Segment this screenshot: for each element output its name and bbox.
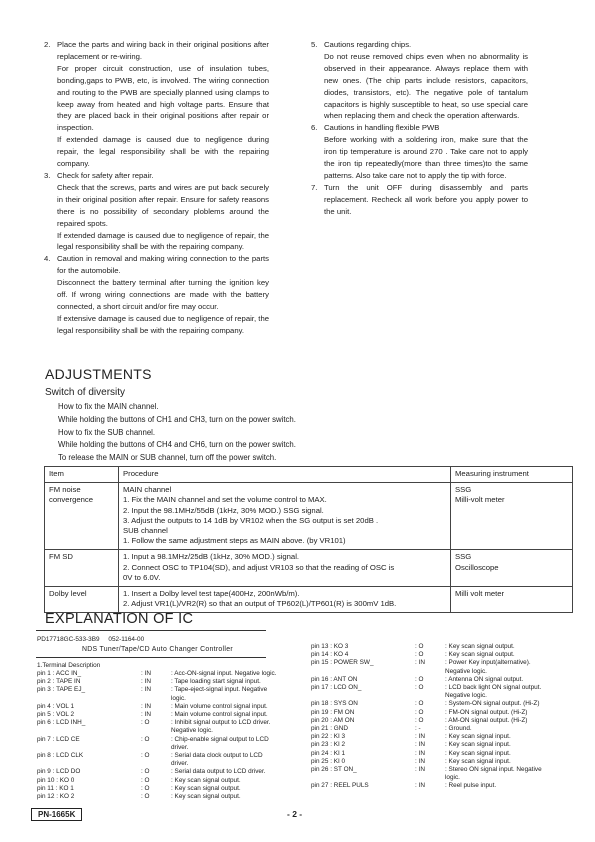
left-column [44,39,269,337]
pin-name: pin 7 : LCD CE [37,735,80,743]
left-pin-list [37,670,277,801]
item-paragraph: Before working with a soldering iron, make sure that the iron tip temperature is around 270 . Take care not to apply the iron tip repeatedly(more than three times)to the same patterns. Also take care not to apply the tip with force. [324,135,528,180]
cell-item [45,550,119,587]
adjustment-table [44,466,573,613]
pin-row [311,733,551,741]
cell-item [45,483,119,550]
pin-io: : IN [141,670,151,677]
pin-name: pin 4 : VOL 1 [37,702,75,710]
table-row [45,550,573,587]
left-items [44,39,269,337]
pin-name: pin 17 : LCD ON_ [311,684,362,692]
pin-io: : IN [141,711,151,719]
cell-line: SSG [455,552,472,562]
item-paragraph: Cautions regarding chips. [324,40,412,49]
cell-procedure [119,483,451,550]
pin-name: pin 12 : KO 2 [37,793,75,801]
pin-name: pin 8 : LCD CLK [37,752,84,760]
pin-row [311,700,551,708]
list-item [311,39,528,122]
pin-row [311,659,551,675]
pin-row [311,684,551,700]
pin-row [37,678,277,686]
item-text [324,182,528,218]
pin-name: pin 23 : KI 2 [311,741,346,749]
cell-line: MAIN channel [123,485,172,495]
pin-io: : O [141,752,150,760]
adjustments-subtitle: Switch of diversity [45,387,126,398]
adjustment-step: While holding the buttons of CH4 and CH6, turn on the power switch. [58,440,296,450]
table-row [45,587,573,613]
pin-description: : Tape-eject-signal input. Negative logic. [171,686,268,702]
pin-name: pin 14 : KO 4 [311,651,349,659]
pin-description: : LCD back light ON signal output. Negative logic. [445,684,542,700]
pin-description: : Main volume control signal input. [171,702,268,710]
pin-description: : FM-ON signal output. (Hi-Z) [445,708,528,716]
cell-line: FM noise [49,485,81,495]
pin-row [37,793,277,801]
page-number: - 2 - [287,809,303,819]
item-paragraph: Check that the screws, parts and wires are put back securely in their original position after repair. Ensure for safety reasons there is no possibility of secondary ploblems around the repaired spots. [57,182,269,228]
pin-description: : System-ON signal output. (Hi-Z) [445,700,540,708]
pin-name: pin 16 : ANT ON [311,675,358,683]
cell-line: SUB channel [123,526,168,536]
pin-row [37,777,277,785]
pin-description: : Key scan signal input. [445,749,511,757]
pin-name: pin 26 : ST ON_ [311,766,357,774]
cell-line: 1. Fix the MAIN channel and set the volume control to MAX. [123,495,327,505]
item-number: 2. [44,40,51,49]
pin-row [311,750,551,758]
cell-measuring [451,483,573,550]
right-items [311,39,528,218]
pin-description: : Antenna ON signal output. [445,675,524,683]
pin-row [37,736,277,752]
table-header-row [45,467,573,483]
adjustment-steps [58,401,296,465]
item-text [57,170,269,253]
pin-io: : O [141,719,150,727]
pin-io: : IN [415,741,425,749]
pin-description: : Key scan signal input. [445,741,511,749]
pin-description: : Key scan signal input. [445,733,511,741]
pin-io: : O [415,675,424,683]
pin-description: : Reel pulse input. [445,782,497,790]
right-column [311,39,528,218]
pin-name: pin 21 : GND [311,725,348,733]
pin-description: : Ground. [445,725,472,733]
cell-measuring [451,550,573,587]
pin-name: pin 1 : ACC IN_ [37,670,82,677]
pin-description: : Key scan signal input. [445,757,511,765]
pin-description: : AM-ON signal output. (Hi-Z) [445,716,528,724]
header-item: Item [45,467,119,483]
pin-name: pin 22 : KI 3 [311,733,346,741]
pin-io: : IN [415,659,425,667]
terminal-description-title: 1.Terminal Description [37,662,101,669]
adjustment-step: How to fix the SUB channel. [58,427,156,437]
ic-title: EXPLANATION OF IC [45,611,194,627]
pin-row [37,686,277,702]
cell-line: 2. Connect OSC to TP104(SD), and adjust VR103 so that the reading of OSC is [123,562,395,572]
pin-io: : O [415,643,424,650]
pin-row [311,782,551,790]
pin-io: : IN [141,686,151,694]
pin-description: : Key scan signal output. [171,793,241,801]
pin-description: : Serial data output to LCD driver. [171,768,266,776]
ic-controller-name: NDS Tuner/Tape/CD Auto Changer Controller [82,646,233,653]
list-item [311,182,528,218]
cell-line: 2. Adjust VR1(L)/VR2(R) so that an output of TP602(L)/TP601(R) is 300mV 1dB. [123,599,397,609]
pin-name: pin 11 : KO 1 [37,784,74,792]
item-paragraph: Cautions in handling flexible PWB [324,123,440,133]
pin-description: : Stereo ON signal input. Negative logic. [445,766,542,782]
pin-name: pin 5 : VOL 2 [37,711,75,719]
pin-description: : Serial data clock output to LCD driver. [171,752,263,768]
pin-description: : Tape loading start signal input. [171,678,261,686]
item-paragraph: Do not reuse removed chips even when no abnormality is observed in their appearance. Always replace them with new ones. (The chip parts include resistors, capacitors, diodes, transistors, etc). The negative pole of tantalum capacitors is highly susceptible to heat, so use special care when replacing them and check the operation afterwards. [324,51,528,121]
pin-io: : O [141,776,150,784]
cell-item [45,587,119,613]
item-text [57,39,269,170]
pin-description: : Key scan signal output. [171,784,241,792]
pin-name: pin 13 : KO 3 [311,643,349,650]
pin-row [311,651,551,659]
item-number: 7. [311,182,318,192]
cell-line: Dolby level [49,589,87,599]
pin-io: : O [141,784,150,792]
pin-row [311,709,551,717]
item-paragraph: Disconnect the battery terminal after turning the ignition key off. If wrong wiring connections are made with the battery connected, a short circuit and/or fire may occur. [57,278,269,311]
pin-description: : Key scan signal output. [171,776,241,784]
pin-name: pin 9 : LCD DO [37,768,81,776]
ic-part-number: PD17718GC-533-3B9 052-1164-00 [37,636,145,643]
item-paragraph: If extended damage is caused due to negligence of repair, the legal responsibility shall be with the repairing company. [57,230,269,252]
pin-io: : O [415,651,424,659]
pin-io: : IN [415,782,425,790]
pin-name: pin 19 : FM ON [311,708,355,716]
pin-name: pin 2 : TAPE IN [37,678,81,686]
item-paragraph: If extended damage is caused due to negligence during repair, the legal responsibility shall be with the repairing company. [57,135,269,169]
pin-name: pin 24 : KI 1 [311,749,346,757]
cell-line: 0V to 6.0V. [123,572,161,582]
cell-line: 3. Adjust the outputs to 14 1dB by VR102 when the SG output is set 20dB . [123,515,379,525]
list-item [44,39,269,170]
item-paragraph: If extensive damage is caused due to negligence of repair, the legal responsibility shall be with the repairing company. [57,313,269,335]
cell-line: Milli volt meter [455,589,505,599]
item-text [324,39,528,122]
cell-procedure [119,587,451,613]
pin-io: : O [415,700,424,708]
adjustment-step: While holding the buttons of CH1 and CH3, turn on the power switch. [58,414,296,424]
cell-line: SSG [455,485,472,495]
adjustments-title: ADJUSTMENTS [45,366,152,382]
header-procedure: Procedure [119,467,451,483]
cell-line: 1. Follow the same adjustment steps as MAIN above. (by VR101) [123,536,346,546]
pin-row [37,752,277,768]
pin-row [311,676,551,684]
pin-name: pin 15 : POWER SW_ [311,659,374,667]
cell-line: FM SD [49,552,73,562]
pin-name: pin 18 : SYS ON [311,700,358,708]
pin-name: pin 10 : KO 0 [37,776,75,784]
pin-row [37,703,277,711]
item-paragraph: For proper circuit construction, use of insulation tubes, bonding,gaps to PWB, etc, is involved. The wiring connection and routing to the PWB are specially planned using clamps to keep away from heated and high voltage parts. Ensure that they are placed back in their original positions after repair or inspection. [57,63,269,133]
pin-io: : - [415,725,421,733]
pin-description: : Inhibit signal output to LCD driver. Negative logic. [171,719,271,735]
item-number: 6. [311,123,318,133]
cell-line: Milli-volt meter [455,495,505,505]
cell-line: 2. Input the 98.1MHz/55dB (1kHz, 30% MOD.) SSG signal. [123,505,324,515]
cell-procedure [119,550,451,587]
adjustment-step: To release the MAIN or SUB channel, turn off the power switch. [58,453,277,463]
cell-line: convergence [49,495,94,505]
pin-name: pin 3 : TAPE EJ_ [37,686,86,694]
item-paragraph: Turn the unit OFF during disassembly and parts replacement. Recheck all work before you apply power to the unit. [324,182,528,216]
pin-row [311,725,551,733]
pin-description: : Acc-ON-signal input. Negative logic. [171,670,277,677]
pin-io: : IN [141,702,151,710]
pin-io: : O [141,768,150,776]
item-paragraph: Caution in removal and making wiring connection to the parts for the automobile. [57,254,269,276]
pin-io: : O [415,684,424,692]
pin-row [311,643,551,651]
pin-description: : Chip-enable signal output to LCD driver. [171,735,269,751]
item-number: 5. [311,40,318,49]
pin-io: : IN [415,766,425,774]
header-measuring: Measuring instrument [451,467,573,483]
pin-io: : O [415,708,424,716]
item-number: 3. [44,170,51,180]
model-number: PN-1665K [31,808,82,821]
pin-io: : O [415,716,424,724]
right-pin-list [311,643,551,791]
pin-io: : IN [415,733,425,741]
cell-measuring [451,587,573,613]
pin-row [37,719,277,735]
list-item [311,122,528,182]
list-item [44,253,269,336]
pin-row [311,741,551,749]
pin-name: pin 27 : REEL PULS [311,782,369,790]
pin-io: : O [141,793,150,801]
pin-row [37,785,277,793]
pin-description: : Key scan signal output. [445,651,515,659]
pin-row [37,670,277,678]
cell-line: 1. Insert a Dolby level test tape(400Hz, 200nWb/m). [123,589,300,599]
pin-io: : IN [141,678,151,686]
cell-line: Oscilloscope [455,562,499,572]
cell-line: 1. Input a 98.1MHz/25dB (1kHz, 30% MOD.) signal. [123,552,300,562]
item-paragraph: Place the parts and wiring back in their original positions after replacement or re-wiring. [57,40,269,61]
pin-name: pin 25 : KI 0 [311,757,346,765]
pin-row [37,768,277,776]
pin-row [311,766,551,782]
pin-description: : Key scan signal output. [445,643,515,650]
pin-description: : Main volume control signal input. [171,711,268,719]
item-text [57,253,269,336]
pin-row [311,717,551,725]
pin-description: : Power Key input(alternative). Negative logic. [445,659,531,675]
pin-io: : IN [415,749,425,757]
pin-io: : IN [415,757,425,765]
pin-name: pin 20 : AM ON [311,716,355,724]
ic-title-rule [36,630,266,631]
ic-header-rule [36,657,266,658]
item-paragraph: Check for safety after repair. [57,170,154,180]
pin-row [311,758,551,766]
pin-row [37,711,277,719]
item-number: 4. [44,254,51,264]
pin-io: : O [141,735,150,743]
item-text [324,122,528,182]
table-row [45,483,573,550]
pin-name: pin 6 : LCD INH_ [37,719,86,727]
list-item [44,170,269,253]
table-body [45,483,573,613]
adjustment-step: How to fix the MAIN channel. [58,402,159,411]
